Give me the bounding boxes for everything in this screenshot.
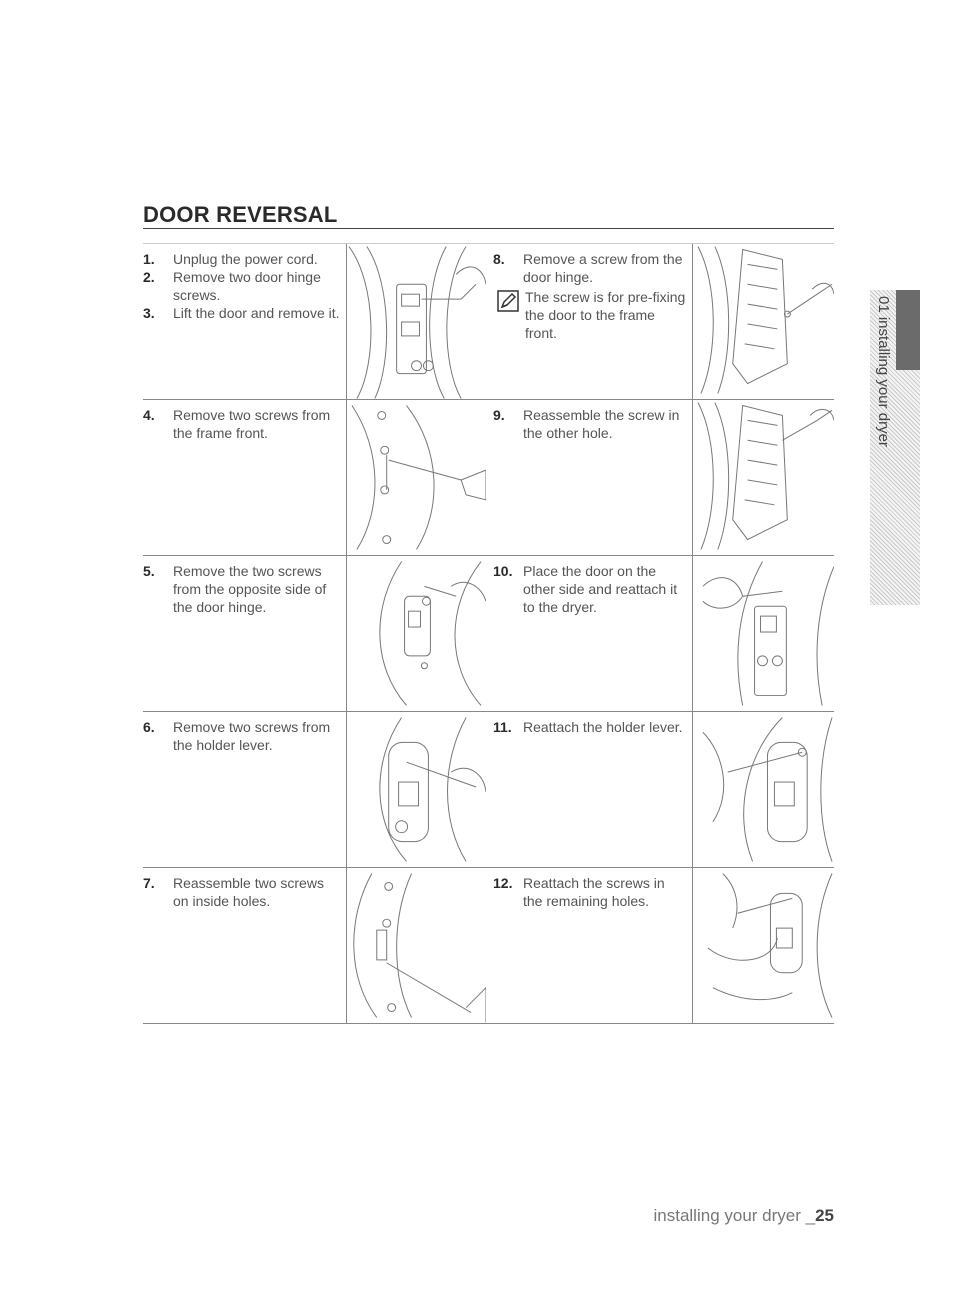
steps-row: [143, 712, 834, 868]
step-item: [143, 250, 340, 268]
door-hinge-illustration-icon: [346, 556, 486, 711]
door-hinge-illustration-icon: [692, 244, 834, 399]
steps-row: [143, 556, 834, 712]
step-number: 9.: [493, 407, 505, 423]
door-hinge-illustration-icon: [692, 556, 834, 711]
chapter-tab-label: 01 installing your dryer: [875, 296, 892, 447]
step-text: Reattach the screws in the remaining holes.: [523, 875, 665, 909]
step-text: Reattach the holder lever.: [523, 719, 683, 735]
step-item: [143, 268, 340, 304]
step-cell: [143, 868, 346, 1023]
steps-row: [143, 243, 834, 400]
page-number: 25: [815, 1206, 834, 1225]
step-item: [143, 304, 340, 322]
step-item: [493, 874, 686, 910]
step-item: [493, 718, 686, 736]
step-text: Unplug the power cord.: [173, 251, 318, 267]
door-hinge-illustration-icon: [346, 400, 486, 555]
steps-grid: [143, 243, 834, 1024]
step-number: 4.: [143, 407, 155, 423]
step-cell: [143, 244, 346, 399]
step-number: 8.: [493, 251, 505, 267]
step-cell: [143, 400, 346, 555]
step-item: [493, 562, 686, 616]
step-item: [493, 250, 686, 286]
title-divider: [143, 228, 834, 229]
steps-row: [143, 400, 834, 556]
step-text: Lift the door and remove it.: [173, 305, 340, 321]
note-text: The screw is for pre-fixing the door to the frame front.: [525, 289, 686, 341]
step-item: [143, 718, 340, 754]
step-text: Remove two screws from the frame front.: [173, 407, 331, 441]
step-number: 3.: [143, 305, 155, 321]
step-number: 2.: [143, 269, 155, 285]
step-number: 6.: [143, 719, 155, 735]
step-cell: [486, 712, 692, 867]
note-pencil-icon: [497, 290, 519, 312]
step-number: 1.: [143, 251, 155, 267]
door-hinge-illustration-icon: [692, 712, 834, 867]
step-number: 10.: [493, 563, 513, 579]
step-text: Remove two door hinge screws.: [173, 269, 321, 303]
step-item: [143, 406, 340, 442]
door-hinge-illustration-icon: [692, 400, 834, 555]
page-title: DOOR REVERSAL: [143, 202, 338, 227]
step-text: Remove a screw from the door hinge.: [523, 251, 683, 285]
step-text: Place the door on the other side and reattach it to the dryer.: [523, 563, 678, 615]
step-text: Reassemble the screw in the other hole.: [523, 407, 680, 441]
chapter-tab-marker: [896, 290, 920, 370]
step-number: 11.: [493, 719, 512, 735]
step-cell: [143, 712, 346, 867]
step-cell: [486, 868, 692, 1023]
step-cell: [486, 556, 692, 711]
door-hinge-illustration-icon: [346, 244, 486, 399]
step-item: [143, 562, 340, 616]
door-hinge-illustration-icon: [692, 868, 834, 1023]
footer-text: installing your dryer _: [653, 1206, 816, 1225]
steps-row: [143, 868, 834, 1024]
step-item: [493, 406, 686, 442]
step-cell: [143, 556, 346, 711]
door-hinge-illustration-icon: [346, 712, 486, 867]
step-number: 5.: [143, 563, 155, 579]
page-footer: [654, 1206, 835, 1226]
step-text: Remove two screws from the holder lever.: [173, 719, 331, 753]
note: [493, 288, 686, 342]
door-hinge-illustration-icon: [346, 868, 486, 1023]
step-cell: [486, 400, 692, 555]
step-cell: [486, 244, 692, 399]
step-number: 12.: [493, 875, 513, 891]
step-number: 7.: [143, 875, 155, 891]
step-text: Remove the two screws from the opposite side of the door hinge.: [173, 563, 327, 615]
step-text: Reassemble two screws on inside holes.: [173, 875, 324, 909]
step-item: [143, 874, 340, 910]
